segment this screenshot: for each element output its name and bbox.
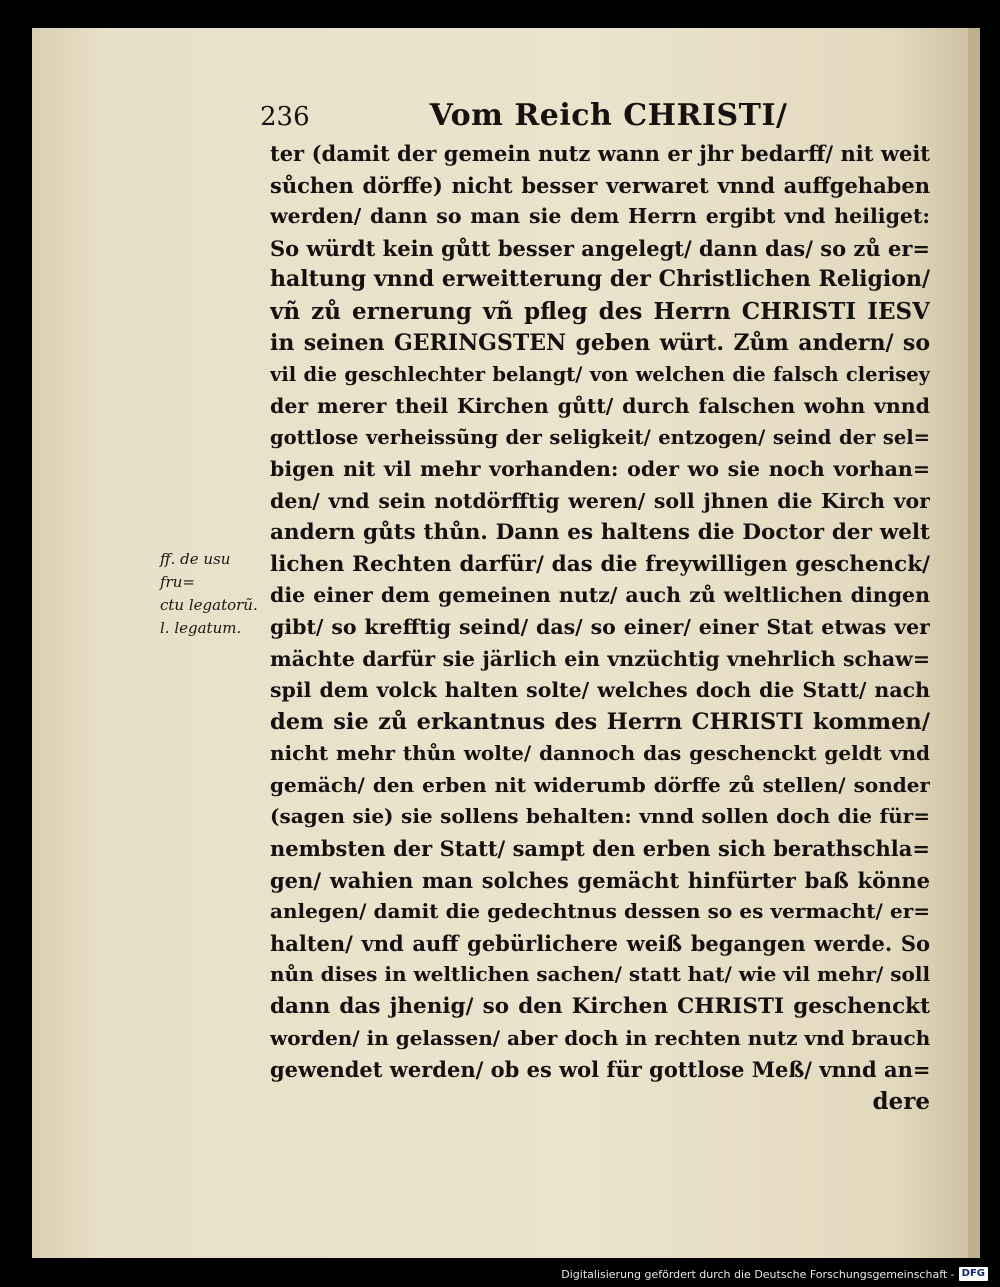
text-line: andern gůts thůn. Dann es haltens die Doctor der welt xyxy=(270,520,930,546)
running-title: Vom Reich CHRISTI/ xyxy=(429,98,788,133)
text-line: spil dem volck halten solte/ welches doch die Statt/ nach xyxy=(270,678,930,703)
text-line: dann das jhenig/ so den Kirchen CHRISTI geschenckt xyxy=(270,994,930,1020)
text-line: vñ zů ernerung vñ pfleg des Herrn CHRISTI IESV xyxy=(270,297,930,325)
text-line: dem sie zů erkantnus des Herrn CHRISTI kommen/ xyxy=(270,708,930,735)
text-line: gewendet werden/ ob es wol für gottlose Meß/ vnnd an= xyxy=(270,1057,930,1083)
dfg-logo-icon: DFG xyxy=(959,1267,988,1281)
text-line: nembsten der Statt/ sampt den erben sich berathschla= xyxy=(270,836,930,862)
text-line: sůchen dörffe) nicht besser verwaret vnnd auffgehaben xyxy=(270,172,930,198)
text-line: So würdt kein gůtt besser angelegt/ dann das/ so zů er= xyxy=(270,235,930,261)
page-header xyxy=(260,98,960,138)
marginal-note xyxy=(160,548,270,640)
book-page xyxy=(32,28,980,1258)
catchword: dere xyxy=(872,1087,930,1115)
text-line: halten/ vnd auff gebürlichere weiß begangen werde. So xyxy=(270,930,930,956)
text-line: den/ vnd sein notdörfftig weren/ soll jhnen die Kirch vor xyxy=(270,488,930,513)
text-line: lichen Rechten darfür/ das die freywilligen geschenck/ xyxy=(270,551,930,577)
funding-footer xyxy=(561,1265,988,1283)
marginal-note-line: l. legatum. xyxy=(160,619,242,637)
funding-text: Digitalisierung gefördert durch die Deutsche Forschungsgemeinschaft - xyxy=(561,1267,955,1281)
text-line: nicht mehr thůn wolte/ dannoch das geschenckt geldt vnd xyxy=(270,741,930,766)
text-line: worden/ in gelassen/ aber doch in rechten nutz vnd brauch xyxy=(270,1025,930,1050)
text-line: gibt/ so krefftig seind/ das/ so einer/ einer Stat etwas ver xyxy=(270,614,930,639)
text-line: ter (damit der gemein nutz wann er jhr bedarff/ nit weit xyxy=(270,141,930,166)
text-line: haltung vnnd erweitterung der Christlichen Religion/ xyxy=(270,266,930,293)
text-line: anlegen/ damit die gedechtnus dessen so es vermacht/ er= xyxy=(270,899,930,924)
text-line: die einer dem gemeinen nutz/ auch zů weltlichen dingen xyxy=(270,583,930,608)
text-line: in seinen GERINGSTEN geben würt. Zům andern/ so xyxy=(270,329,930,356)
marginal-note-line: ctu legatorũ. xyxy=(160,596,258,614)
text-line: mächte darfür sie järlich ein vnzüchtig vnehrlich schaw= xyxy=(270,646,930,671)
page-number: 236 xyxy=(260,102,310,132)
text-line: gemäch/ den erben nit widerumb dörffe zů stellen/ sonder xyxy=(270,772,930,797)
text-line: vil die geschlechter belangt/ von welchen die falsch clerisey xyxy=(270,363,930,387)
text-line: bigen nit vil mehr vorhanden: oder wo sie noch vorhan= xyxy=(270,456,930,481)
marginal-note-line: ff. de usu fru= xyxy=(160,550,231,591)
text-line: (sagen sie) sie sollens behalten: vnnd sollen doch die für= xyxy=(270,804,930,829)
text-line: werden/ dann so man sie dem Herrn ergibt vnd heiliget: xyxy=(270,204,930,229)
text-line: nůn dises in weltlichen sachen/ statt hat/ wie vil mehr/ soll xyxy=(270,962,930,987)
body-text xyxy=(270,138,930,1117)
text-line: gottlose verheissũng der seligkeit/ entzogen/ seind der sel= xyxy=(270,426,930,450)
text-line: der merer theil Kirchen gůtt/ durch falschen wohn vnnd xyxy=(270,393,930,418)
text-line: gen/ wahien man solches gemächt hinfürter baß könne xyxy=(270,867,930,893)
